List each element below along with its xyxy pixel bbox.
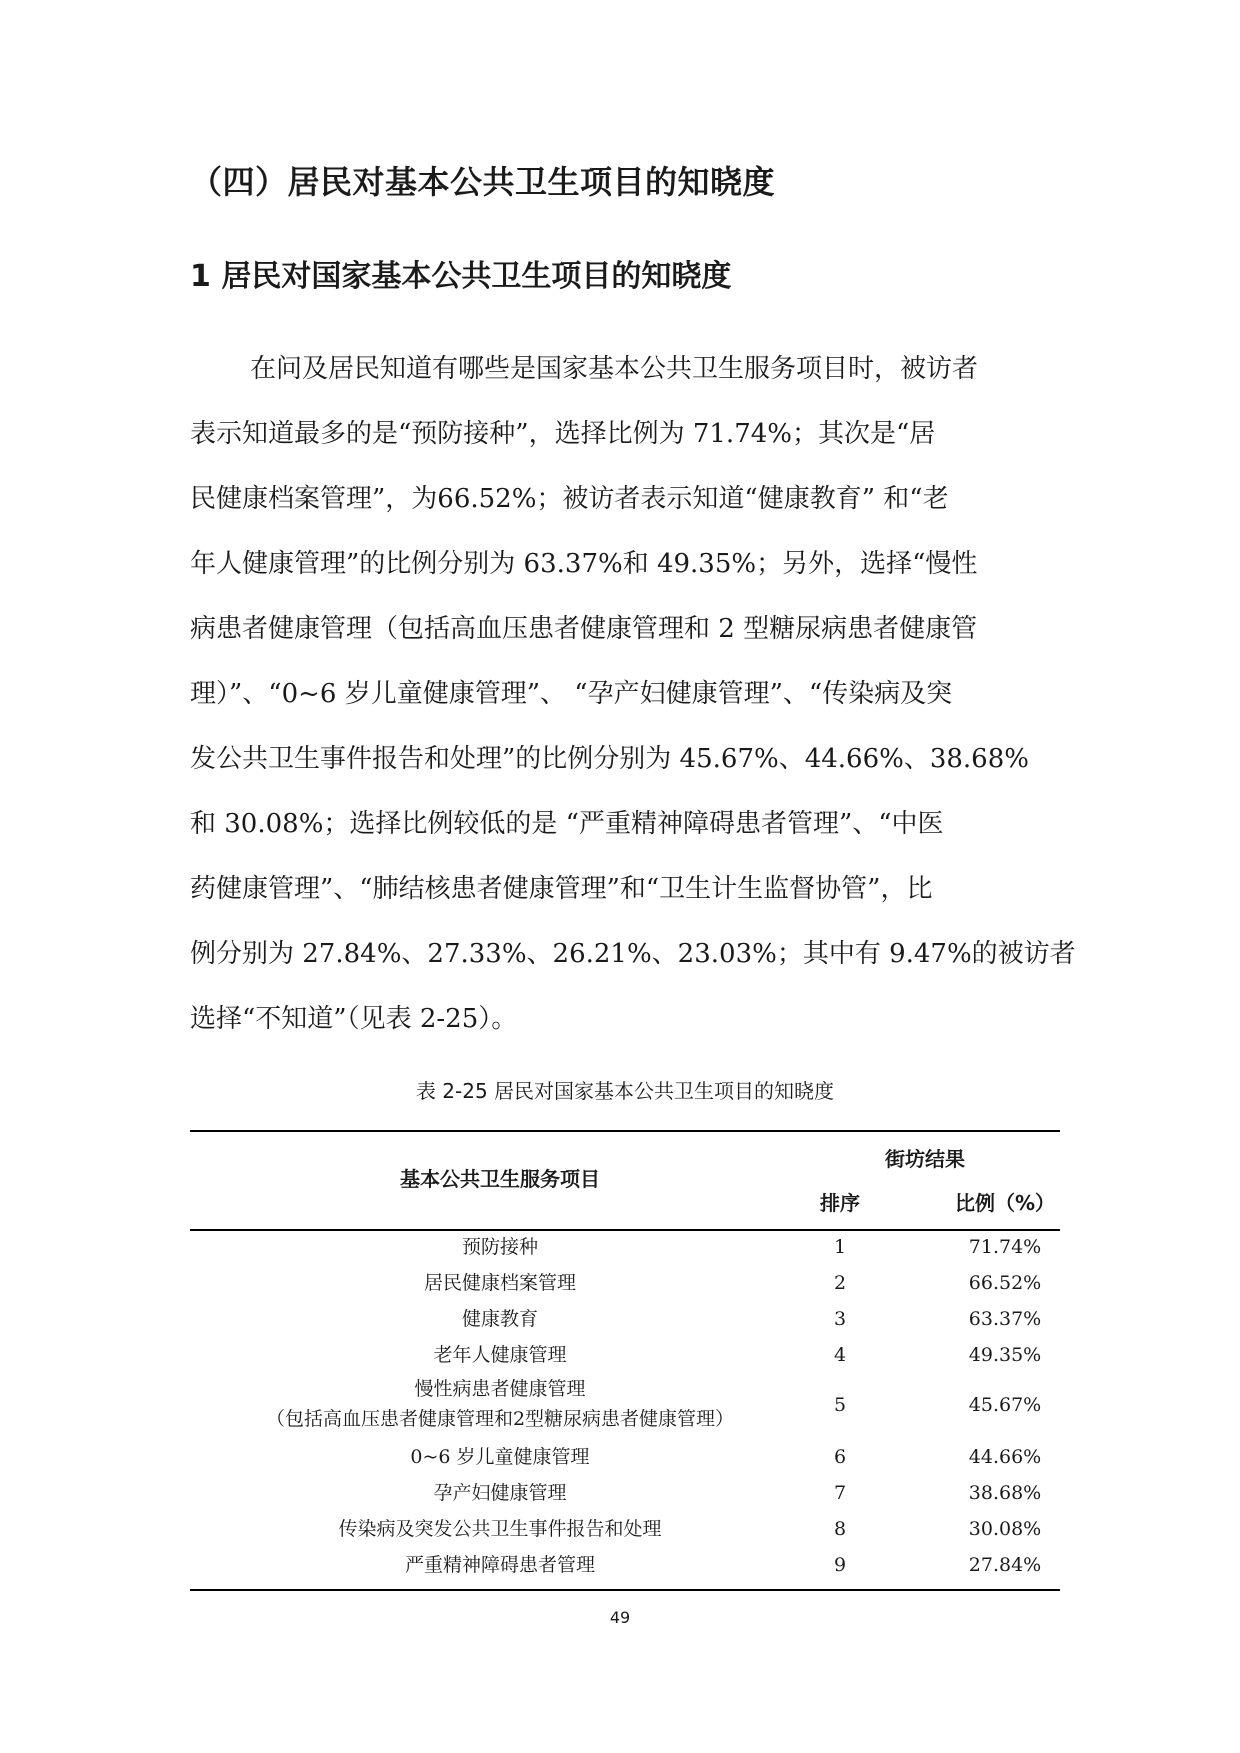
header-rank: 排序 (820, 1191, 860, 1215)
cell-item: 居民健康档案管理 (423, 1272, 576, 1294)
table-row (190, 1340, 1060, 1372)
table-row (190, 1478, 1060, 1510)
cell-item-detail: （包括高血压患者健康管理和2型糖尿病患者健康管理） (265, 1408, 735, 1430)
table-top-rule (190, 1130, 1060, 1132)
cell-ratio: 38.68% (968, 1482, 1042, 1504)
table-row (190, 1442, 1060, 1474)
cell-ratio: 49.35% (968, 1344, 1042, 1366)
cell-rank: 2 (833, 1272, 847, 1294)
body-paragraph (190, 345, 1076, 1060)
paragraph-line: 理）”、“0~6 岁儿童健康管理”、 “孕产妇健康管理”、“传染病及突 (190, 679, 953, 709)
table-row (190, 1374, 1060, 1438)
table-header-rule (190, 1229, 1060, 1231)
cell-rank: 9 (833, 1554, 847, 1576)
cell-item: 预防接种 (461, 1236, 538, 1258)
cell-ratio: 63.37% (968, 1308, 1042, 1330)
cell-rank: 7 (833, 1482, 847, 1504)
cell-ratio: 30.08% (968, 1518, 1042, 1540)
subsection-heading: 1 居民对国家基本公共卫生项目的知晓度 (190, 259, 732, 294)
table-row (190, 1514, 1060, 1546)
header-item: 基本公共卫生服务项目 (400, 1167, 600, 1191)
cell-ratio: 45.67% (968, 1394, 1042, 1416)
cell-rank: 3 (833, 1308, 847, 1330)
cell-item: 老年人健康管理 (433, 1344, 567, 1366)
cell-item: 孕产妇健康管理 (433, 1482, 567, 1504)
paragraph-line: 例分别为 27.84%、27.33%、26.21%、23.03%；其中有 9.47%的被访者 (190, 939, 1076, 969)
table-row (190, 1550, 1060, 1582)
header-ratio: 比例（%） (954, 1191, 1056, 1215)
header-group: 街坊结果 (885, 1147, 965, 1171)
cell-ratio: 71.74% (968, 1236, 1042, 1258)
cell-rank: 5 (833, 1394, 847, 1416)
table-bottom-rule (190, 1589, 1060, 1591)
paragraph-line: 在问及居民知道有哪些是国家基本公共卫生服务项目时，被访者 (250, 354, 979, 384)
cell-ratio: 44.66% (968, 1446, 1042, 1468)
paragraph-line: 病患者健康管理（包括高血压患者健康管理和 2 型糖尿病患者健康管 (190, 614, 978, 644)
cell-rank: 1 (833, 1236, 847, 1258)
paragraph-line: 发公共卫生事件报告和处理”的比例分别为 45.67%、44.66%、38.68% (190, 744, 1029, 774)
cell-item: 传染病及突发公共卫生事件报告和处理 (338, 1518, 662, 1540)
cell-item: 严重精神障碍患者管理 (404, 1554, 595, 1576)
paragraph-line: 表示知道最多的是“预防接种”，选择比例为 71.74%；其次是“居 (190, 419, 936, 449)
paragraph-line: 选择“不知道”（见表 2-25）。 (190, 1004, 518, 1034)
cell-item: 0~6 岁儿童健康管理 (410, 1446, 590, 1468)
table-caption: 表 2-25 居民对国家基本公共卫生项目的知晓度 (415, 1079, 835, 1103)
cell-rank: 4 (833, 1344, 847, 1366)
cell-item: 慢性病患者健康管理 (414, 1378, 586, 1400)
cell-rank: 8 (833, 1518, 847, 1540)
section-heading: （四）居民对基本公共卫生项目的知晓度 (190, 163, 776, 201)
cell-ratio: 27.84% (968, 1554, 1042, 1576)
cell-item: 健康教育 (461, 1308, 538, 1330)
paragraph-line: 民健康档案管理”，为66.52%；被访者表示知道“健康教育” 和“老 (190, 484, 949, 514)
paragraph-line: 年人健康管理”的比例分别为 63.37%和 49.35%；另外，选择“慢性 (190, 549, 978, 579)
table-row (190, 1232, 1060, 1264)
cell-ratio: 66.52% (968, 1272, 1042, 1294)
page-number: 49 (609, 1608, 631, 1627)
cell-rank: 6 (833, 1446, 847, 1468)
paragraph-line: 药健康管理”、“肺结核患者健康管理”和“卫生计生监督协管”，比 (190, 874, 933, 904)
paragraph-line: 和 30.08%；选择比例较低的是 “严重精神障碍患者管理”、“中医 (190, 809, 944, 839)
table-row (190, 1304, 1060, 1336)
table-row (190, 1268, 1060, 1300)
